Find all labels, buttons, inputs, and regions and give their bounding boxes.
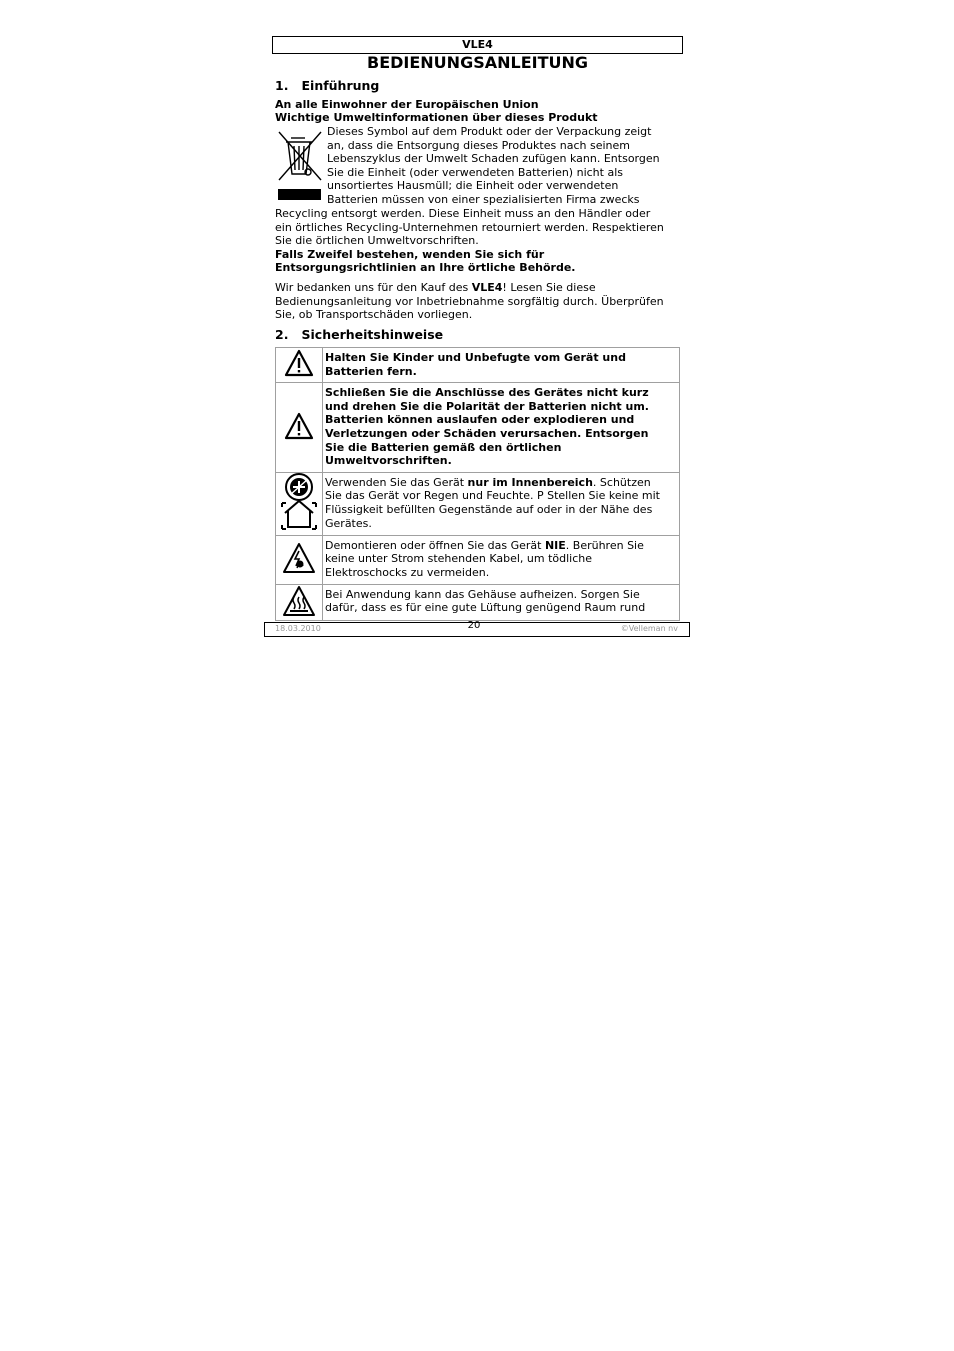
thanks-text: Wir bedanken uns für den Kauf des	[275, 281, 472, 294]
weee-tail-line: Recycling entsorgt werden. Diese Einheit muss an den Händler oder	[275, 207, 651, 220]
weee-text	[327, 125, 681, 207]
safety-line: Verletzungen oder Schäden verursachen. Entsorgen	[325, 426, 649, 440]
thanks-paragraph	[275, 281, 681, 322]
safety-line-first	[325, 539, 677, 553]
safety-line: Halten Sie Kinder und Unbefugte vom Gerät und	[325, 351, 626, 364]
safety-text: Verwenden Sie das Gerät	[325, 475, 468, 489]
safety-line: Gerätes.	[325, 516, 372, 530]
safety-line: Flüssigkeit befüllten Gegenstände auf oder in der Nähe des	[325, 502, 653, 516]
safety-row	[276, 383, 680, 473]
footer-date: 18.03.2010	[275, 624, 321, 633]
safety-text-cell	[323, 383, 680, 473]
doubt-line-2: Entsorgungsrichtlinien an Ihre örtliche Behörde.	[275, 261, 576, 275]
safety-line: Umweltvorschriften.	[325, 454, 452, 468]
indoor-use-icon	[281, 473, 317, 531]
safety-line: Batterien können auslaufen oder explodieren und	[325, 413, 635, 427]
safety-icon-cell	[276, 383, 323, 473]
thanks-line-2: Bedienungsanleitung vor Inbetriebnahme sorgfältig durch. Überprüfen	[275, 294, 664, 308]
safety-text-cell	[323, 472, 680, 535]
page-number: 20	[467, 620, 481, 631]
safety-row	[276, 535, 680, 584]
electric-shock-icon	[282, 542, 316, 574]
weee-tail-text	[275, 207, 681, 275]
thanks-text-end: ! Lesen Sie diese	[502, 281, 596, 294]
weee-line: Dieses Symbol auf dem Produkt oder der Verpackung zeigt	[327, 125, 652, 138]
safety-text: Demontieren oder öffnen Sie das Gerät	[325, 538, 545, 552]
page-title: BEDIENUNGSANLEITUNG	[367, 53, 588, 72]
weee-line: Lebenszyklus der Umwelt Schaden zufügen kann. Entsorgen	[327, 152, 660, 166]
safety-row	[276, 472, 680, 535]
safety-line: und drehen Sie die Polarität der Batterien nicht um.	[325, 399, 649, 413]
safety-text-end: . Schützen	[592, 475, 651, 489]
safety-icon-cell	[276, 348, 323, 383]
safety-text-cell	[323, 584, 680, 621]
section-heading-introduction: 1. Einführung	[275, 78, 380, 93]
safety-row	[276, 348, 680, 383]
weee-line: unsortiertes Hausmüll; die Einheit oder verwendeten	[327, 179, 619, 193]
crossed-bin-icon	[277, 128, 323, 203]
safety-line: Sie die Batterien gemäß den örtlichen	[325, 440, 562, 454]
safety-icon-cell	[276, 584, 323, 621]
safety-line: Batterien fern.	[325, 364, 417, 378]
hot-surface-icon	[282, 585, 316, 617]
safety-line: dafür, dass es für eine gute Lüftung genügend Raum rund	[325, 601, 646, 615]
safety-icon-cell	[276, 535, 323, 584]
weee-tail-line: ein örtliches Recycling-Unternehmen retourniert werden. Respektieren	[275, 220, 664, 234]
safety-line: Sie das Gerät vor Regen und Feuchte. P Stellen Sie keine mit	[325, 489, 660, 503]
model-label: VLE4	[272, 36, 683, 54]
warning-triangle-icon	[284, 412, 314, 440]
eu-notice-line-1: An alle Einwohner der Europäischen Union	[275, 98, 539, 111]
weee-tail-line: Sie die örtlichen Umweltvorschriften.	[275, 234, 479, 248]
safety-text-cell	[323, 348, 680, 383]
safety-table	[275, 347, 680, 621]
doubt-line-1: Falls Zweifel bestehen, wenden Sie sich für	[275, 247, 545, 261]
thanks-model: VLE4	[471, 281, 503, 294]
safety-row	[276, 584, 680, 621]
safety-line-first	[325, 476, 677, 490]
safety-line: Elektroschocks zu vermeiden.	[325, 565, 490, 579]
safety-icon-cell	[276, 472, 323, 535]
weee-line: an, dass die Entsorgung dieses Produktes nach seinem	[327, 138, 630, 152]
section-heading-safety: 2. Sicherheitshinweise	[275, 327, 444, 342]
warning-triangle-icon	[284, 349, 314, 377]
safety-line: keine unter Strom stehenden Kabel, um tödliche	[325, 552, 593, 566]
weee-line: Batterien müssen von einer spezialisierten Firma zwecks	[327, 192, 640, 206]
safety-emphasis: NIE	[544, 538, 566, 552]
safety-line: Schließen Sie die Anschlüsse des Gerätes nicht kurz	[325, 386, 649, 400]
safety-emphasis: nur im Innenbereich	[467, 475, 593, 489]
eu-notice-line-2: Wichtige Umweltinformationen über dieses Produkt	[275, 111, 598, 124]
thanks-line-3: Sie, ob Transportschäden vorliegen.	[275, 308, 473, 322]
safety-line: Bei Anwendung kann das Gehäuse aufheizen. Sorgen Sie	[325, 587, 640, 601]
footer-copyright: ©Velleman nv	[620, 624, 678, 633]
thanks-line-1	[275, 281, 681, 295]
weee-line: Sie die Einheit (oder verwendeten Batterien) nicht als	[327, 165, 623, 179]
safety-text-end: . Berühren Sie	[565, 538, 644, 552]
safety-text-cell	[323, 535, 680, 584]
